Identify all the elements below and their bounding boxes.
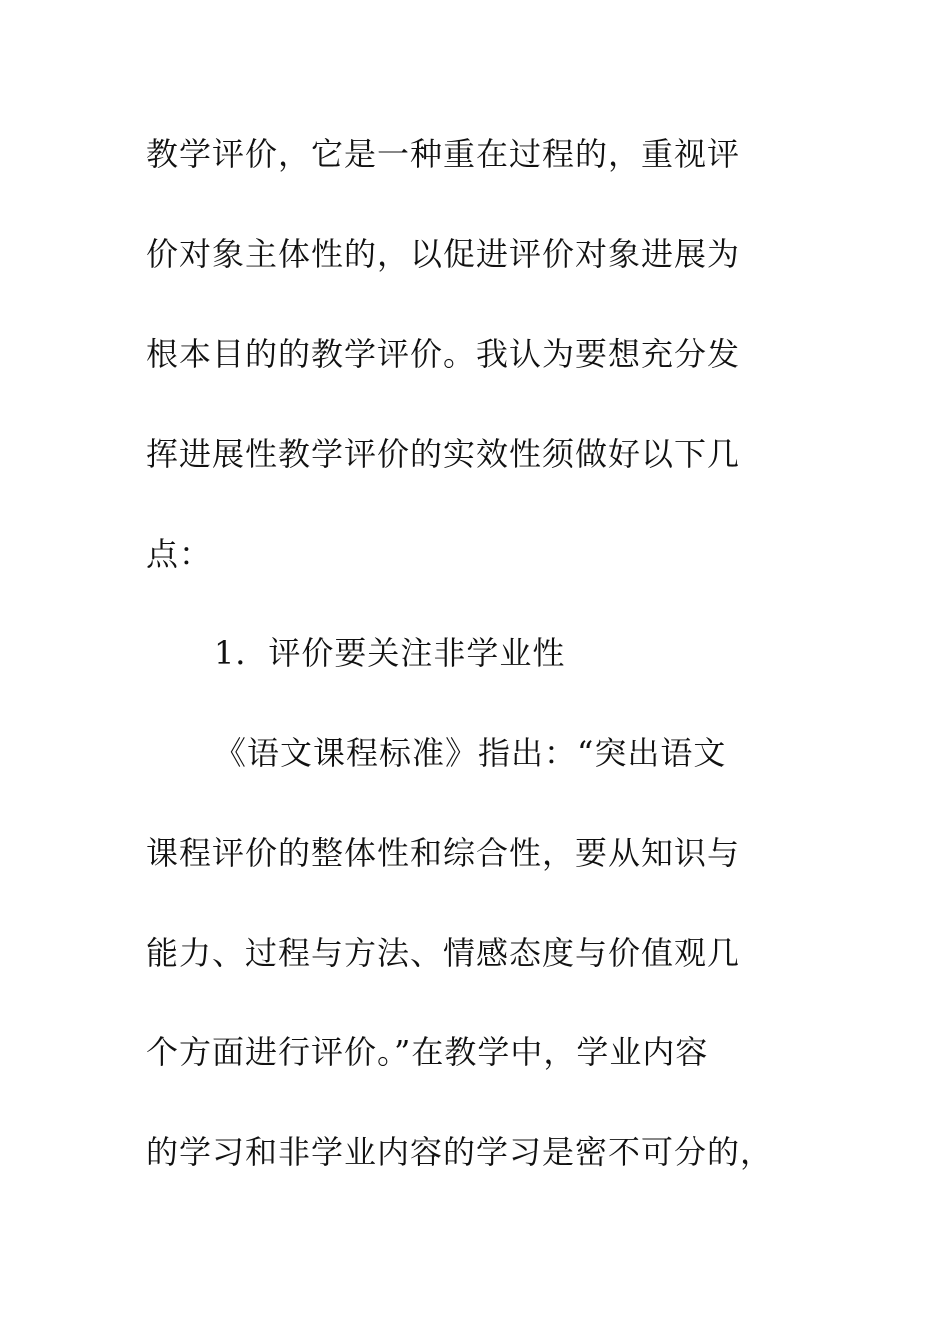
text-line: 能力、过程与方法、情感态度与价值观几 bbox=[146, 934, 741, 972]
text-line: 价对象主体性的，以促进评价对象进展为 bbox=[146, 235, 741, 273]
text-line: 点： bbox=[146, 535, 213, 573]
section-heading: 1．评价要关注非学业性 bbox=[214, 634, 566, 672]
text-line: 课程评价的整体性和综合性，要从知识与 bbox=[146, 834, 741, 872]
text-line: 的学习和非学业内容的学习是密不可分的， bbox=[146, 1133, 774, 1171]
text-line: 个方面进行评价。”在教学中，学业内容 bbox=[146, 1033, 709, 1071]
text-line: 根本目的的教学评价。我认为要想充分发 bbox=[146, 335, 741, 373]
text-line: 挥进展性教学评价的实效性须做好以下几 bbox=[146, 435, 741, 473]
text-line: 教学评价，它是一种重在过程的，重视评 bbox=[146, 135, 741, 173]
paragraph-first-line: 《语文课程标准》指出：“突出语文 bbox=[214, 734, 727, 772]
